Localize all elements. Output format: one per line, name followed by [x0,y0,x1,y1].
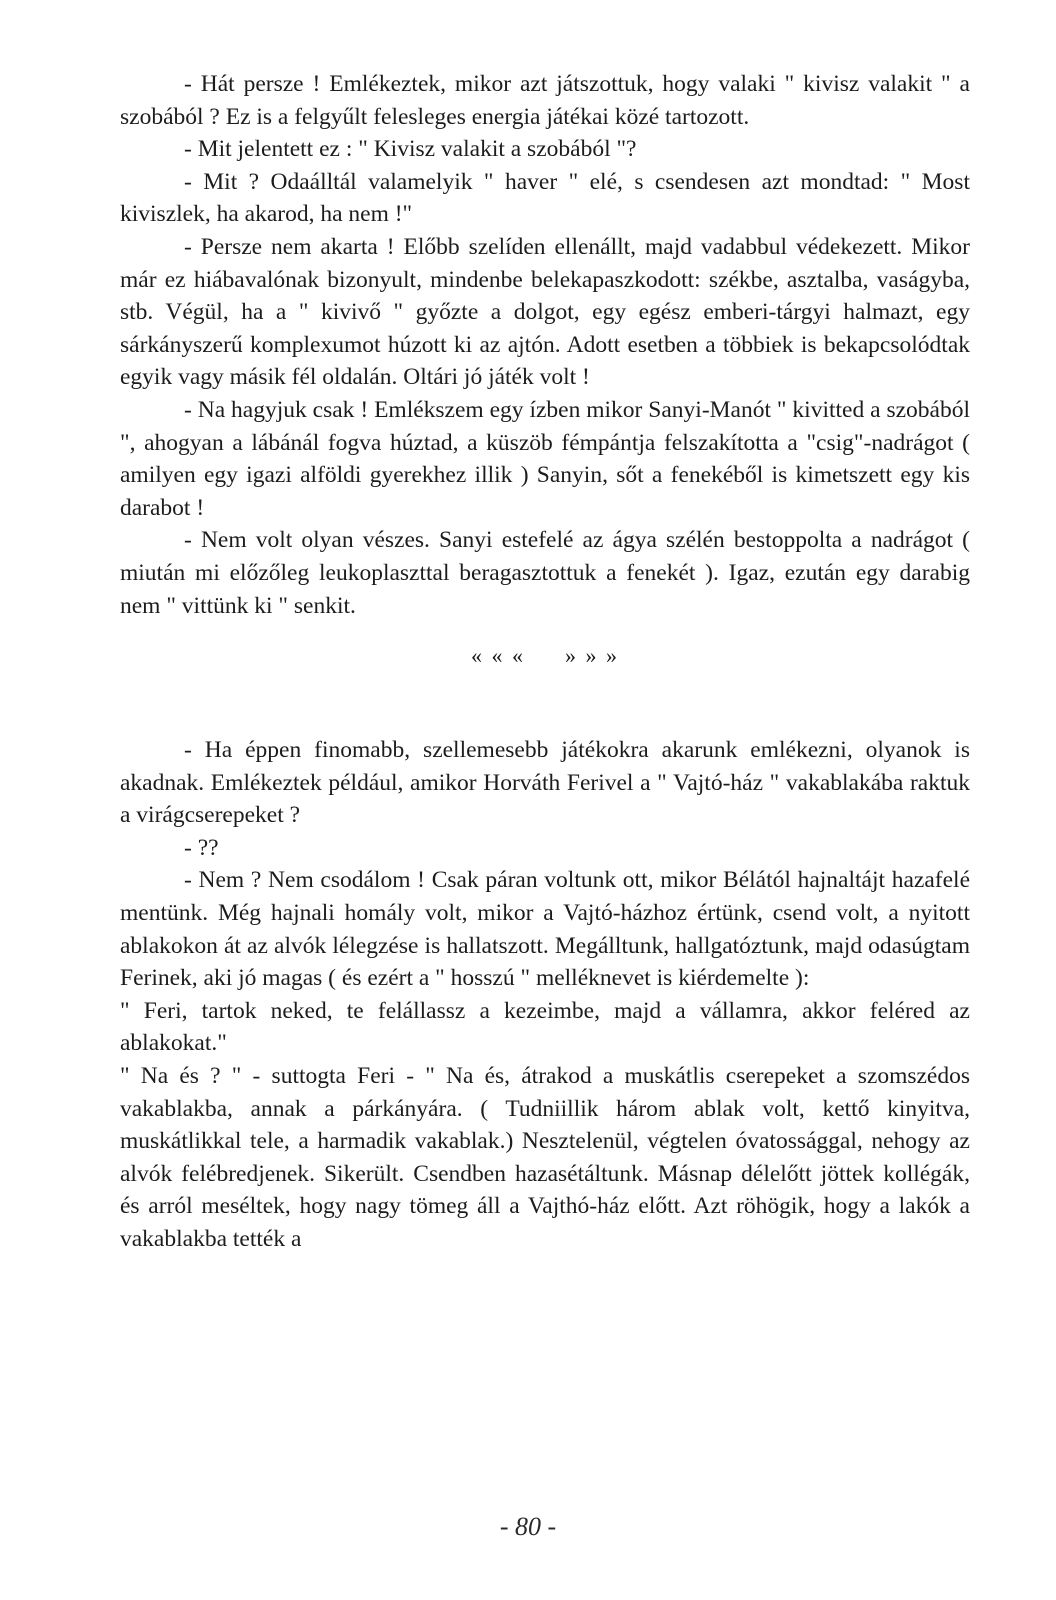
section-divider [120,640,970,700]
paragraph: - Mit ? Odaálltál valamelyik " haver " elé, s csendesen azt mondtad: " Most kiviszlek, ha akarod, ha nem !" [120,168,970,228]
section-1 [120,68,970,622]
paragraph: - Ha éppen finomabb, szellemesebb játékokra akarunk emlékezni, olyanok is akadnak. Emlékeztek például, amikor Horváth Ferivel a " Vajtó-ház " vakablakába raktuk a virágcserepeket ? [120,737,970,829]
paragraph: - ?? [184,834,219,861]
paragraph: - Persze nem akarta ! Előbb szelíden ellenállt, majd vadabbul védekezett. Mikor már ez hiábavalónak bizonyult, mindenbe belekapaszkodott: székbe, asztalba, vaságyba, stb. Végül, ha a " kivivő " győzte a dolgot, egy egész emberi-tárgyi halmazt, egy sárkányszerű komplexumot húzott ki az ajtón. Adott esetben a többiek is bekapcsolódtak egyik vagy másik fél oldalán. Oltári jó játék volt ! [120,233,970,391]
paragraph: - Mit jelentett ez : " Kivisz valakit a szobából "? [184,136,637,163]
paragraph: - Nem ? Nem csodálom ! Csak páran voltunk ott, mikor Bélától hajnaltájt hazafelé mentünk. Még hajnali homály volt, mikor a Vajtó-házhoz értünk, csend volt, a nyitott ablakokon át az alvók lélegzése is hallatszott. Megálltunk, hallgatóztunk, majd odasúgtam Ferinek, aki jó magas ( és ezért a " hosszú " melléknevet is kiérdemelte ): [120,867,970,992]
paragraph: " Feri, tartok neked, te felállassz a kezeimbe, majd a vállamra, akkor feléred az ablakokat." [120,997,970,1057]
divider-right-marks: » » » [565,643,619,669]
divider-left-marks: « « « [471,643,525,669]
page-number: - 80 - [499,1512,557,1541]
paragraph: - Na hagyjuk csak ! Emlékszem egy ízben mikor Sanyi-Manót " kivitted a szobából ", ahogyan a lábánál fogva húztad, a küszöb fémpántja felszakította a "csig"-nadrágot ( amilyen egy igazi alföldi gyerekhez illik ) Sanyin, sőt a fenekéből is kimetszett egy kis darabot ! [120,396,970,521]
page-body [120,68,970,1256]
section-2 [120,734,970,1256]
paragraph: " Na és ? " - suttogta Feri - " Na és, átrakod a muskátlis cserepeket a szomszédos vakablakba, annak a párkányára. ( Tudniillik három ablak volt, kettő kinyitva, muskátlikkal tele, a harmadik vakablak.) Nesztelenül, végtelen óvatossággal, nehogy az alvók felébredjenek. Sikerült. Csendben hazasétáltunk. Másnap délelőtt jöttek kollégák, és arról meséltek, hogy nagy tömeg áll a Vajthó-ház előtt. Azt röhögik, hogy a lakók a vakablakba tették a [120,1063,970,1252]
paragraph: - Nem volt olyan vészes. Sanyi estefelé az ágya szélén bestoppolta a nadrágot ( miután mi előzőleg leukoplaszttal beragasztottuk a fenekét ). Igaz, ezután egy darabig nem " vittünk ki " senkit. [120,527,970,619]
paragraph: - Hát persze ! Emlékeztek, mikor azt játszottuk, hogy valaki " kivisz valakit " a szobából ? Ez is a felgyűlt felesleges energia játékai közé tartozott. [120,71,970,130]
